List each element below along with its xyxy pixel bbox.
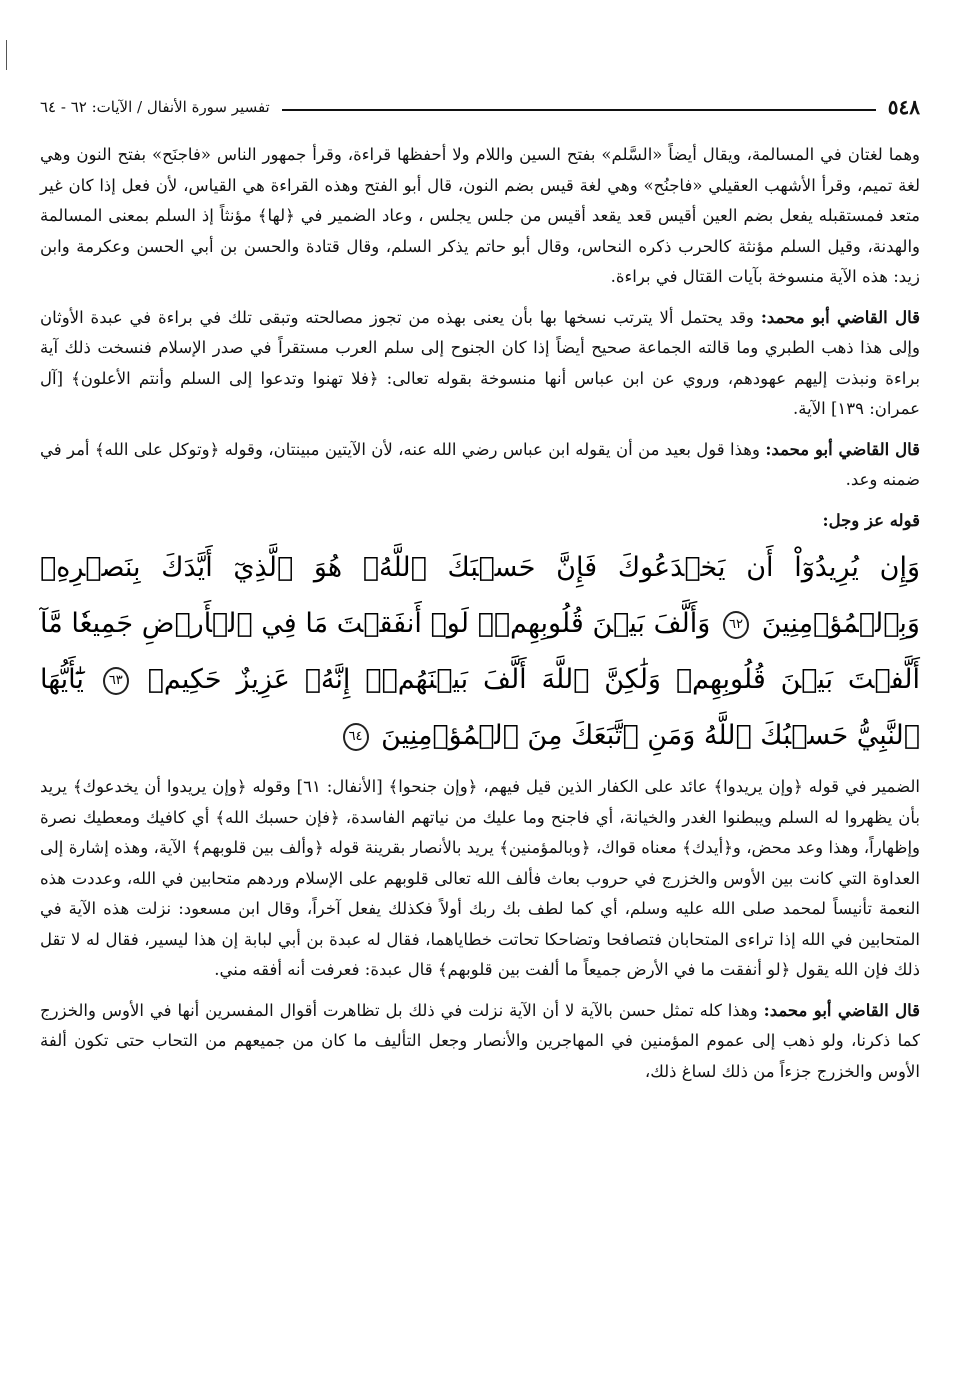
paragraph-text: وهذا كله تمثل حسن بالآية لا أن الآية نزلت في ذلك بل تظاهرت أقوال المفسرين أنها في الأوس والخزرج كما ذكرنا، ولو ذهب إلى عموم المؤمنين في المهاجرين والأنصار وجعل التأليف ما كان من جميعهم من التحاب حتى تكون ألفة الأوس والخزرج جزءاً من ذلك لساغ ذلك، — [40, 1000, 920, 1081]
verse-line: يَٰٓأَيُّهَا ٱلنَّبِيُّ حَسۡبُكَ ٱللَّهُ وَمَنِ ٱتَّبَعَكَ مِنَ ٱلۡمُؤۡمِنِينَ — [40, 664, 920, 751]
quran-verse-block — [40, 540, 920, 764]
verse-line: وَإِن يُرِيدُوٓاْ أَن يَخۡدَعُوكَ فَإِنَّ حَسۡبَكَ ٱللَّهُۚ هُوَ ٱلَّذِيٓ أَيَّدَكَ بِنَصۡرِهِۦ وَبِٱلۡمُؤۡمِنِينَ — [40, 552, 920, 639]
page-header — [40, 94, 920, 120]
paragraph-text: وقد يحتمل ألا يترتب نسخها بها بأن يعنى بهذه من تجوز مصالحته وتبقى تلك في براءة في عبدة الأوثان وإلى هذا ذهب الطبري وما قالته الجماعة صحيح أيضاً إذا كان الجنوح إلى سلم العرب مستقراً في صدر الإسلام فنسخت ذلك آية براءة ونبذت إليهم عهودهم، وروي عن ابن عباس أنها منسوخة بقوله تعالى: ﴿فلا تهنوا وتدعوا إلى السلم وأنتم الأعلون﴾ [آل عمران: ١٣٩] الآية. — [40, 307, 920, 418]
verse-number-marker: ٦٤ — [343, 723, 369, 751]
paragraph — [40, 435, 920, 496]
verse-intro: قوله عز وجل: — [822, 510, 920, 530]
paragraph-text: الضمير في قوله ﴿وإن يريدوا﴾ عائد على الكفار الذين قيل فيهم، ﴿وإن جنحوا﴾ [الأنفال: ٦١] وقوله ﴿وإن يريدوا أن يخدعوك﴾ يريد بأن يظهروا له السلم ويبطنوا الغدر والخيانة، أي فاجنح وما عليك من نياتهم الفاسدة، ﴿فإن حسبك الله﴾ أي كافيك ومعطيك نصرة وإظهاراً، وهذا وعد محض، و﴿أيدك﴾ معناه قواك، ﴿وبالمؤمنين﴾ يريد بالأنصار بقرينة قوله ﴿وألف بين قلوبهم﴾ الآية، وهذه إشارة إلى العداوة التي كانت بين الأوس والخزرج في حروب بعاث فألف الله تعالى قلوبهم على الإسلام وردهم متحابين في الله، وعددت هذه النعمة تأنيساً لمحمد صلى الله عليه وسلم، أي كما لطف بك ربك أولاً فكذلك يفعل آخراً، وقال ابن مسعود: نزلت هذه الآية في المتحابين في الله إذا تراءى المتحابان فتصافحا وتضاحكا تحاتت خطاياهما، فقال له عبدة بن أبي لبابة إن هذا ليسير، فقال له لا تقل ذلك فإن الله يقول ﴿لو أنفقت ما في الأرض جميعاً ما ألفت بين قلوبهم﴾ قال عبدة: فعرفت أنه أفقه مني. — [40, 777, 920, 979]
paragraph — [40, 303, 920, 425]
paragraph — [40, 140, 920, 293]
running-title: تفسير سورة الأنفال / الآيات: ٦٢ - ٦٤ — [40, 98, 270, 116]
paragraph-text: وهذا قول بعيد من أن يقوله ابن عباس رضي الله عنه، لأن الآيتين مبينتان، وقوله ﴿وتوكل على الله﴾ أمر في ضمنه وعد. — [40, 439, 920, 489]
page-number: ٥٤٨ — [887, 95, 920, 119]
commentary-paragraph — [40, 996, 920, 1088]
verse-line: إِنَّهُۥ عَزِيزٌ حَكِيمٞ — [147, 664, 351, 695]
verse-line: وَأَلَّفَ بَيۡنَ قُلُوبِهِمۡۚ لَوۡ أَنفَقۡتَ مَا فِي ٱلۡأَرۡضِ جَمِيعٗا مَّآ أَلَّفۡتَ بَيۡنَ قُلُوبِهِمۡ وَلَٰكِنَّ ٱللَّهَ أَلَّفَ بَيۡنَهُمۡۚ — [40, 608, 920, 695]
verse-number-marker: ٦٢ — [723, 611, 749, 639]
commentary-paragraph — [40, 772, 920, 986]
verse-number-marker: ٦٣ — [103, 667, 129, 695]
header-rule — [282, 109, 876, 111]
margin-mark — [6, 40, 7, 70]
page-body — [40, 140, 920, 1390]
paragraph-lead: قال القاضي أبو محمد: — [763, 1000, 920, 1020]
paragraph-lead: قال القاضي أبو محمد: — [765, 439, 921, 459]
paragraph-text: وهما لغتان في المسالمة، ويقال أيضاً «السَّلم» بفتح السين واللام ولا أحفظها قراءة، وقرأ جمهور الناس «فاجنَح» بفتح النون وهي لغة تميم، وقرأ الأشهب العقيلي «فاجنُح» وهي لغة قيس بضم النون، قال أبو الفتح وهذه القراءة هي القياس، لأن فعل إذا كان غير متعد فمستقبله يفعل بضم العين أقيس قعد يقعد أقيس من جلس يجلس ، وعاد الضمير في ﴿لها﴾ مؤنثاً إذ السلم بمعنى المسالمة والهدنة، وقيل السلم مؤنثة كالحرب ذكره النحاس، وقال أبو حاتم يذكر السلم، وقال قتادة والحسن بن أبي الحسن وعكرمة وابن زيد: هذه الآية منسوخة بآيات القتال في براءة. — [40, 145, 920, 286]
paragraph-lead: قال القاضي أبو محمد: — [760, 307, 920, 327]
